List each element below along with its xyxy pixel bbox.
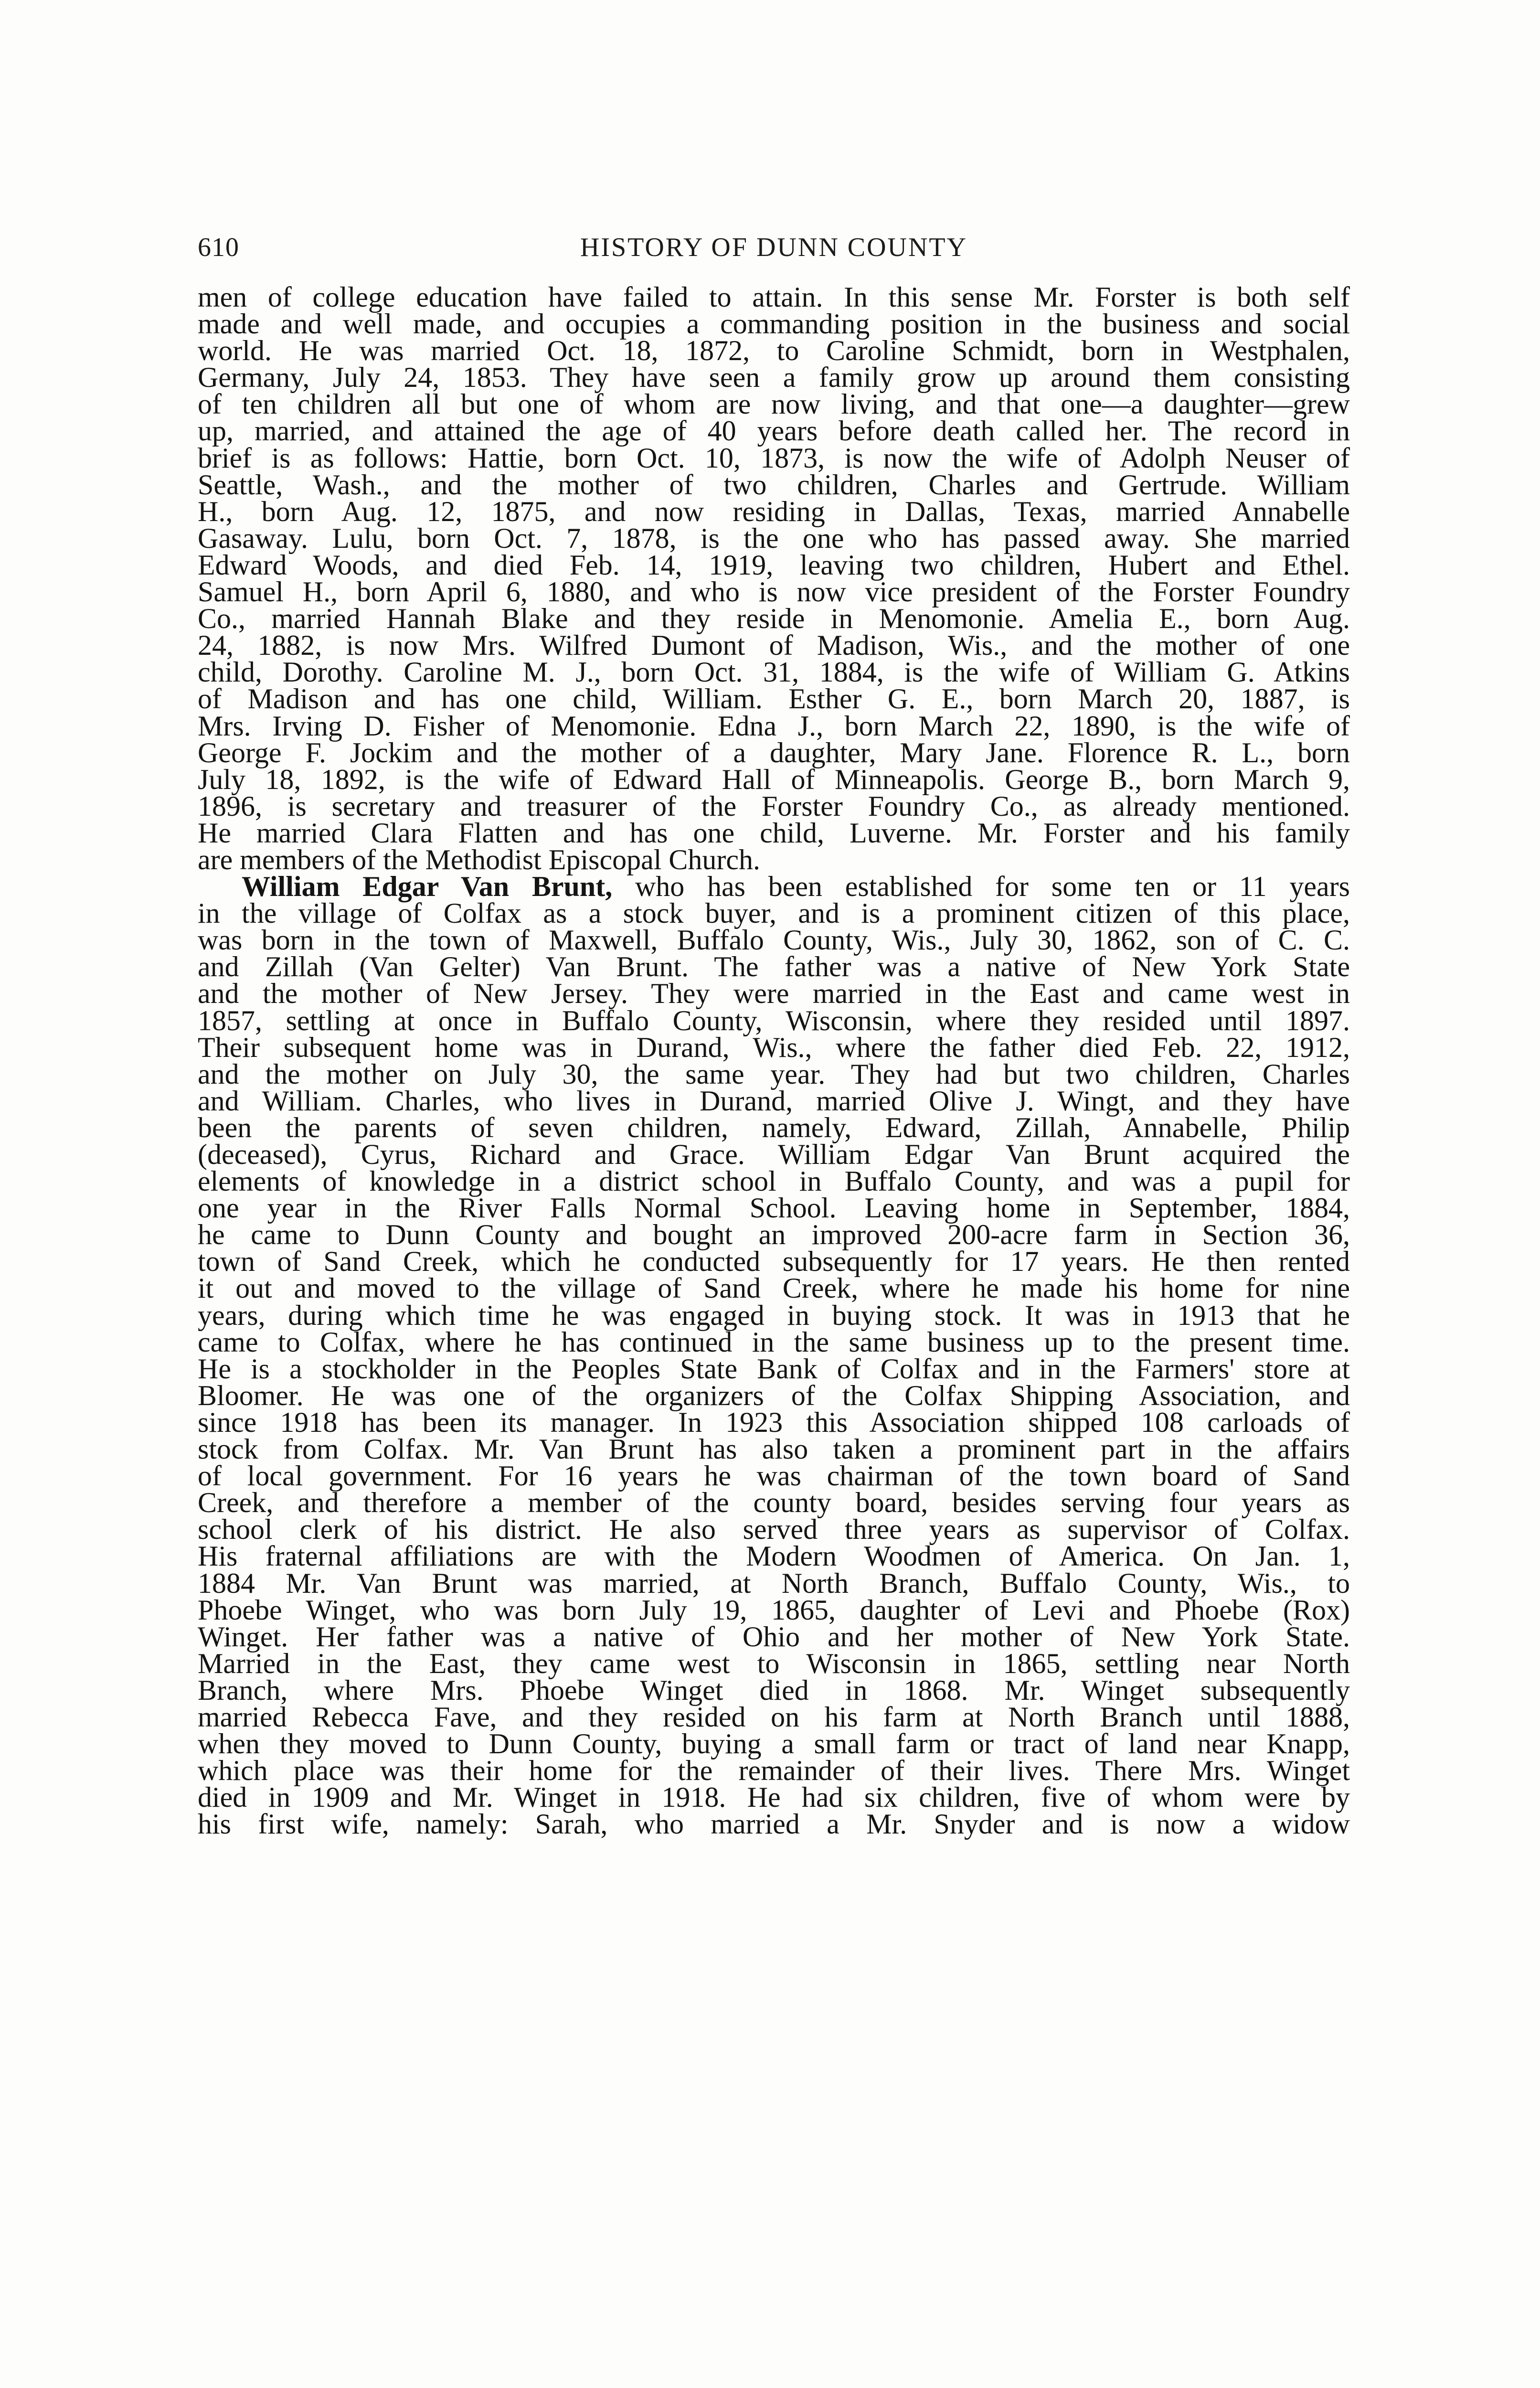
text-line: of ten children all but one of whom are now living, and that one—a daughter—grew <box>198 388 1350 420</box>
text-line: 1857, settling at once in Buffalo County, Wisconsin, where they resided until 1897. <box>198 1004 1350 1036</box>
text-line: men of college education have failed to attain. In this sense Mr. Forster is both self <box>198 281 1350 313</box>
text-line: came to Colfax, where he has continued in the same business up to the present time. <box>198 1326 1350 1358</box>
text-line: and the mother on July 30, the same year. They had but two children, Charles <box>198 1058 1350 1090</box>
running-head: HISTORY OF DUNN COUNTY <box>580 233 968 262</box>
text-line: Creek, and therefore a member of the county board, besides serving four years as <box>198 1487 1350 1519</box>
text-line: Germany, July 24, 1853. They have seen a family grow up around them consisting <box>198 362 1350 394</box>
text-line: child, Dorothy. Caroline M. J., born Oct. 31, 1884, is the wife of William G. Atkins <box>198 656 1350 688</box>
biography-subject-name: William Edgar Van Brunt, <box>242 871 613 903</box>
text-line: and the mother of New Jersey. They were married in the East and came west in <box>198 978 1350 1010</box>
text-line: and Zillah (Van Gelter) Van Brunt. The father was a native of New York State <box>198 951 1350 983</box>
text-line: his first wife, namely: Sarah, who married a Mr. Snyder and is now a widow <box>198 1808 1350 1840</box>
text-line: when they moved to Dunn County, buying a small farm or tract of land near Knapp, <box>198 1728 1350 1760</box>
text-line: He married Clara Flatten and has one child, Luverne. Mr. Forster and his family <box>198 817 1350 849</box>
text-line: stock from Colfax. Mr. Van Brunt has also taken a prominent part in the affairs <box>198 1433 1350 1465</box>
text-line: made and well made, and occupies a commanding position in the business and social <box>198 308 1350 340</box>
paragraph-forster-family <box>198 281 1350 875</box>
text-line: it out and moved to the village of Sand Creek, where he made his home for nine <box>198 1272 1350 1304</box>
text-line: Samuel H., born April 6, 1880, and who is now vice president of the Forster Foundry <box>198 576 1350 608</box>
text-line: His fraternal affiliations are with the Modern Woodmen of America. On Jan. 1, <box>198 1540 1350 1572</box>
text-line: Their subsequent home was in Durand, Wis., where the father died Feb. 22, 1912, <box>198 1031 1350 1063</box>
text-line: school clerk of his district. He also served three years as supervisor of Colfax. <box>198 1514 1350 1546</box>
page-header <box>198 228 1350 267</box>
page-number: 610 <box>198 233 239 262</box>
text-line: Married in the East, they came west to Wisconsin in 1865, settling near North <box>198 1647 1350 1679</box>
text-line: which place was their home for the remainder of their lives. There Mrs. Winget <box>198 1755 1350 1787</box>
text-line: of local government. For 16 years he was chairman of the town board of Sand <box>198 1460 1350 1492</box>
text-line: Branch, where Mrs. Phoebe Winget died in 1868. Mr. Winget subsequently <box>198 1674 1350 1706</box>
paragraph-van-brunt-biography <box>198 871 1350 1840</box>
text-line: since 1918 has been its manager. In 1923 this Association shipped 108 carloads of <box>198 1406 1350 1438</box>
text-line: are members of the Methodist Episcopal Church. <box>198 843 761 875</box>
text-line: town of Sand Creek, which he conducted subsequently for 17 years. He then rented <box>198 1246 1350 1278</box>
text-line: was born in the town of Maxwell, Buffalo County, Wis., July 30, 1862, son of C. C. <box>198 924 1350 956</box>
text-line: 1884 Mr. Van Brunt was married, at North Branch, Buffalo County, Wis., to <box>198 1567 1350 1599</box>
text-line: he came to Dunn County and bought an improved 200-acre farm in Section 36, <box>198 1219 1350 1251</box>
body-text <box>198 281 1350 1840</box>
text-line: George F. Jockim and the mother of a daughter, Mary Jane. Florence R. L., born <box>198 736 1350 768</box>
text-line: Bloomer. He was one of the organizers of the Colfax Shipping Association, and <box>198 1379 1350 1411</box>
text-line: 1896, is secretary and treasurer of the Forster Foundry Co., as already mentioned. <box>198 790 1350 822</box>
text-line: Mrs. Irving D. Fisher of Menomonie. Edna J., born March 22, 1890, is the wife of <box>198 710 1350 742</box>
text-line: Co., married Hannah Blake and they reside in Menomonie. Amelia E., born Aug. <box>198 603 1350 635</box>
text-line: brief is as follows: Hattie, born Oct. 10, 1873, is now the wife of Adolph Neuser of <box>198 442 1350 474</box>
text-line: Seattle, Wash., and the mother of two children, Charles and Gertrude. William <box>198 469 1350 501</box>
text-line: elements of knowledge in a district school in Buffalo County, and was a pupil for <box>198 1165 1350 1197</box>
text-line: Winget. Her father was a native of Ohio and her mother of New York State. <box>198 1620 1350 1652</box>
text-line: (deceased), Cyrus, Richard and Grace. William Edgar Van Brunt acquired the <box>198 1139 1350 1170</box>
text-line: H., born Aug. 12, 1875, and now residing in Dallas, Texas, married Annabelle <box>198 495 1350 527</box>
text-line: He is a stockholder in the Peoples State Bank of Colfax and in the Farmers' store at <box>198 1353 1350 1385</box>
text-line: and William. Charles, who lives in Durand, married Olive J. Wingt, and they have <box>198 1085 1350 1117</box>
text-line: been the parents of seven children, namely, Edward, Zillah, Annabelle, Philip <box>198 1111 1350 1143</box>
text-line: 24, 1882, is now Mrs. Wilfred Dumont of Madison, Wis., and the mother of one <box>198 629 1350 661</box>
text-line: up, married, and attained the age of 40 years before death called her. The record in <box>198 415 1350 447</box>
text-line: married Rebecca Fave, and they resided on his farm at North Branch until 1888, <box>198 1701 1350 1733</box>
text-line: world. He was married Oct. 18, 1872, to Caroline Schmidt, born in Westphalen, <box>198 335 1350 367</box>
text-line: in the village of Colfax as a stock buyer, and is a prominent citizen of this place, <box>198 897 1350 929</box>
text-line: Gasaway. Lulu, born Oct. 7, 1878, is the one who has passed away. She married <box>198 522 1350 554</box>
text-line: of Madison and has one child, William. Esther G. E., born March 20, 1887, is <box>198 683 1350 715</box>
text-line: Edward Woods, and died Feb. 14, 1919, leaving two children, Hubert and Ethel. <box>198 549 1350 581</box>
opening-line-text: who has been established for some ten or 11 years <box>612 871 1350 903</box>
text-line: Phoebe Winget, who was born July 19, 1865, daughter of Levi and Phoebe (Rox) <box>198 1594 1350 1626</box>
text-line: died in 1909 and Mr. Winget in 1918. He had six children, five of whom were by <box>198 1781 1350 1813</box>
text-line: years, during which time he was engaged in buying stock. It was in 1913 that he <box>198 1299 1350 1331</box>
text-line: July 18, 1892, is the wife of Edward Hall of Minneapolis. George B., born March 9, <box>198 763 1350 795</box>
paragraph-opening-line <box>198 871 1350 903</box>
text-line: one year in the River Falls Normal School. Leaving home in September, 1884, <box>198 1192 1350 1224</box>
